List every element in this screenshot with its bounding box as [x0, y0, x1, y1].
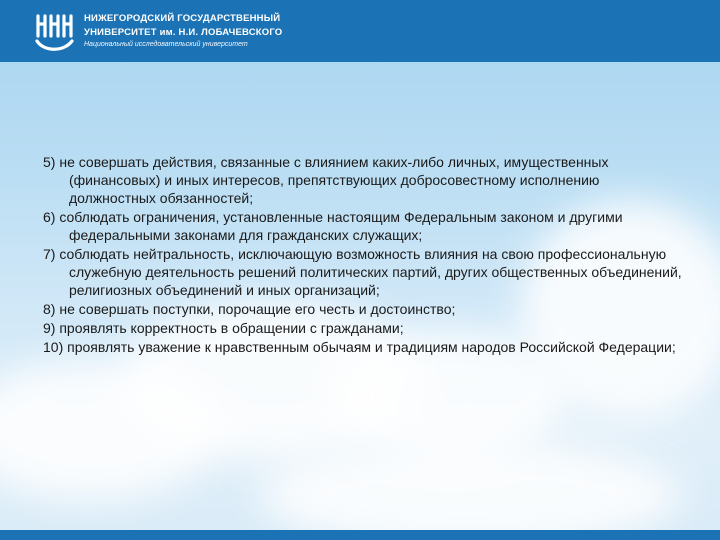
footer-bar — [0, 530, 720, 540]
header-bar — [0, 0, 720, 62]
university-name-line2: УНИВЕРСИТЕТ им. Н.И. ЛОБАЧЕВСКОГО — [84, 27, 283, 38]
list-item: 6) соблюдать ограничения, установленные настоящим Федеральным законом и другими федеральными законами для гражданских служащих; — [43, 209, 623, 243]
list-item: 7) соблюдать нейтральность, исключающую возможность влияния на свою профессиональную служебную деятельность решений политических партий, других общественных объединений, религиозных объединений и иных организаций; — [43, 246, 682, 298]
list-item: 10) проявлять уважение к нравственным обычаям и традициям народов Российской Федерации; — [43, 339, 676, 355]
university-subtitle: Национальный исследовательский университет — [84, 41, 248, 48]
list-item: 9) проявлять корректность в обращении с гражданами; — [43, 320, 404, 336]
cloud-decoration — [260, 440, 680, 540]
university-name-line1: НИЖЕГОРОДСКИЙ ГОСУДАРСТВЕННЫЙ — [84, 13, 281, 24]
list-item: 8) не совершать поступки, порочащие его честь и достоинство; — [43, 301, 456, 317]
duties-list — [43, 153, 683, 357]
nnu-logo-icon — [32, 10, 76, 54]
list-item: 5) не совершать действия, связанные с влиянием каких-либо личных, имущественных (финансовых) и иных интересов, препятствующих добросовестному исполнению должностных обязанностей; — [43, 154, 609, 206]
